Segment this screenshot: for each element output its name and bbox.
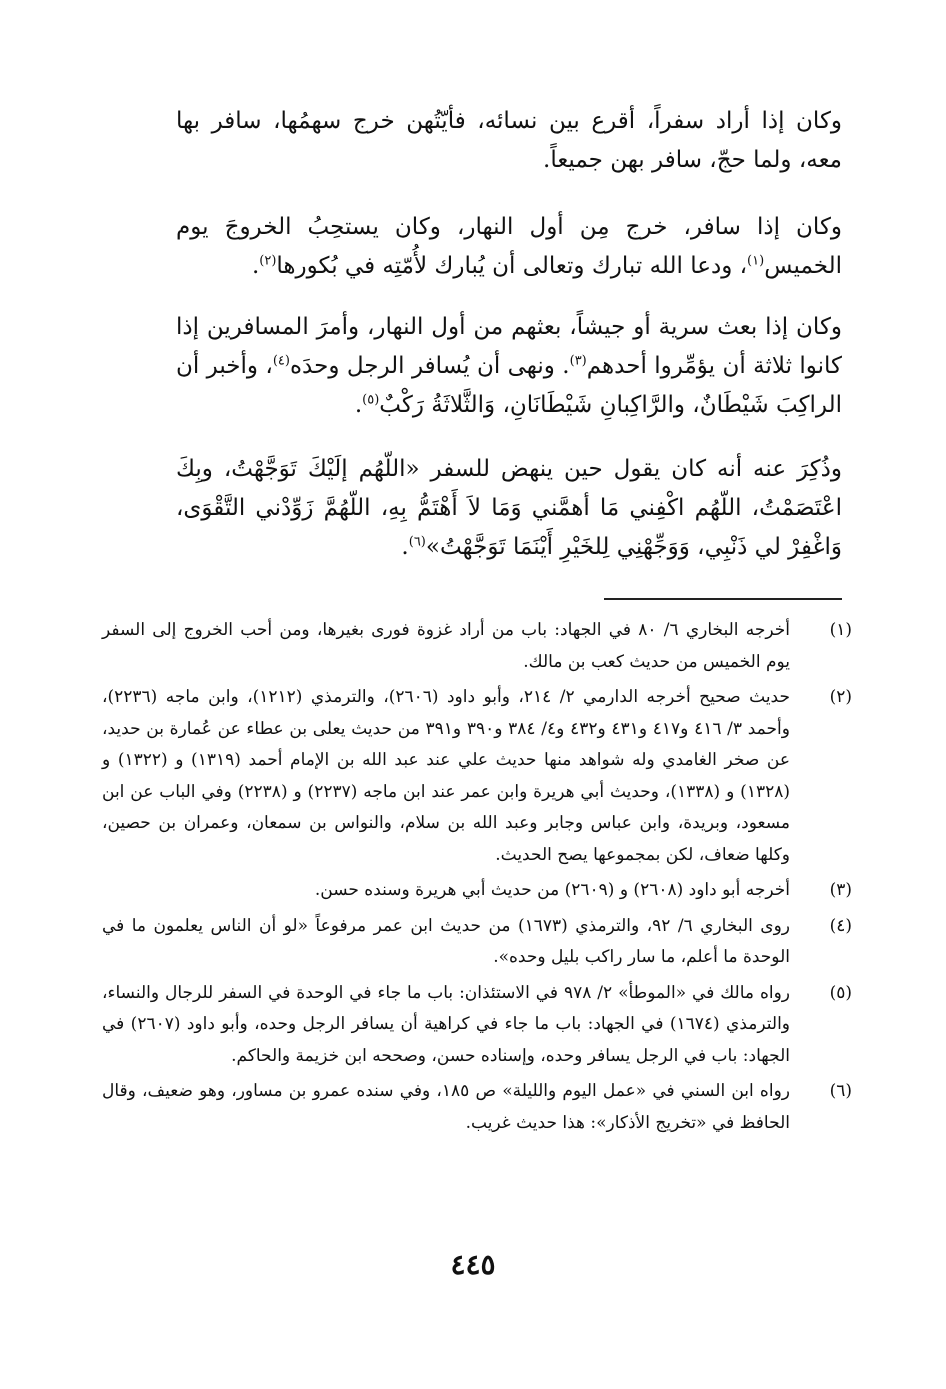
footnote-5: [102, 978, 852, 1073]
paragraph-text: ، وأخبر أن الراكِبَ شَيْطَانٌ، والرَّاكِبانِ شَيْطَانَانِ، وَالثَّلاثَةُ رَكْبٌ: [176, 353, 842, 418]
footnote-number: (٦): [829, 1081, 852, 1101]
footnote-number: (٣): [829, 880, 852, 900]
footnote-6: [102, 1076, 852, 1139]
footnote-text: رواه مالك في «الموطأ» ٢/ ٩٧٨ في الاستئذان: باب ما جاء في الوحدة في السفر للرجال والنساء، والترمذي (١٦٧٤) في الجهاد: باب ما جاء في كراهية أن يسافر الرجل وحده، وأبو داود (٢٦٠٧) في الجهاد: باب في الرجل يسافر وحده، وإسناده حسن، وصححه ابن خزيمة والحاكم.: [102, 982, 790, 1066]
paragraph-text: وكان إذا أراد سفراً، أقرع بين نسائه، فأيّتُهن خرج سهمُها، سافر بها معه، ولما حجّ، سافر بهن جميعاً.: [176, 108, 842, 173]
body-paragraph-3: [176, 308, 842, 425]
footnote-text: حديث صحيح أخرجه الدارمي ٢/ ٢١٤، وأبو داود (٢٦٠٦)، والترمذي (١٢١٢)، وابن ماجه (٢٢٣٦)، وأحمد ٣/ ٤١٦ و٤١٧ و٤٣١ و٤٣٢ و٤/ ٣٨٤ و٣٩٠ و٣٩١ من حديث يعلى بن عطاء عن عُمارة بن حديد، عن صخر الغامدي وله شواهد منها حديث علي عند عبد الله بن الإمام أحمد (١٣١٩) و (١٣٢٢) و (١٣٢٨) و (١٣٣٨)، وحديث أبي هريرة وابن عمر عند ابن ماجه (٢٢٣٧) و (٢٢٣٨) وفي الباب عن ابن مسعود، وبريدة، وابن عباس وجابر وعبد الله بن سلام، والنواس بن سمعان، وعمران بن حصين، وكلها ضعاف، لكن بمجموعها يصح الحديث.: [102, 687, 790, 865]
paragraph-text: وذُكِرَ عنه أنه كان يقول حين ينهض للسفر «اللّهُم إلَيْكَ تَوَجَّهْتُ، وبِكَ اعْتَصَمْتُ، اللّهُم اكْفِني مَا أهمَّني وَمَا لاَ أَهْتَمُّ بِهِ، اللّهُمَّ زَوِّدْني التَّقْوَى، وَاغْفِرْ لي ذَنْبِي، وَوَجِّهْنِي لِلخَيْرِ أَيْنَمَا تَوَجَّهْتُ»: [176, 456, 842, 560]
footnote-ref: (٥): [362, 392, 380, 408]
footnote-text: روى البخاري ٦/ ٩٢، والترمذي (١٦٧٣) من حديث ابن عمر مرفوعاً «لو أن الناس يعلمون ما في الوحدة ما أعلم، ما سار راكب بليل وحده».: [102, 915, 791, 967]
footnote-number: (٢): [829, 687, 852, 707]
footnote-ref: (٦): [408, 534, 426, 550]
footnote-text: رواه ابن السني في «عمل اليوم والليلة» ص ١٨٥، وفي سنده عمرو بن مساور، وهو ضعيف، وقال الحافظ في «تخريج الأذكار»: هذا حديث غريب.: [102, 1081, 790, 1133]
footnote-2: [102, 682, 852, 871]
footnote-ref: (٤): [272, 353, 290, 369]
footnote-ref: (١): [747, 253, 765, 269]
paragraph-text: ، ودعا الله تبارك وتعالى أن يُبارك لأُمّتِه في بُكورها: [276, 253, 748, 279]
paragraph-text: .: [251, 253, 260, 279]
footnote-number: (٤): [829, 915, 852, 936]
footnote-text: أخرجه أبو داود (٢٦٠٨) و (٢٦٠٩) من حديث أبي هريرة وسنده حسن.: [314, 880, 790, 900]
paragraph-text: .: [354, 392, 363, 418]
page-number: ٤٤٥: [450, 1248, 496, 1281]
footnote-ref: (٢): [259, 253, 277, 269]
footnotes-list: [102, 615, 852, 1143]
paragraph-text: وكان إذا سافر، خرج مِن أول النهار، وكان يستحِبُ الخروجَ يوم الخميس: [176, 214, 842, 279]
paragraph-text: . ونهى أن يُسافر الرجل وحدَه: [289, 353, 570, 379]
footnote-1: [102, 615, 852, 678]
body-paragraph-1: [176, 102, 842, 180]
footnote-text: أخرجه البخاري ٦/ ٨٠ في الجهاد: باب من أراد غزوة فورى بغيرها، ومن أحب الخروج إلى السفر يوم الخميس من حديث كعب بن مالك.: [102, 620, 790, 672]
footnote-4: [102, 911, 852, 974]
footnote-3: [102, 875, 852, 907]
body-paragraph-4: [176, 450, 842, 567]
paragraph-text: وكان إذا بعث سرية أو جيشاً، بعثهم من أول النهار، وأمرَ المسافرين إذا كانوا ثلاثة أن يؤمِّروا أحدهم: [176, 314, 842, 379]
footnote-ref: (٣): [569, 353, 587, 369]
footnote-divider: [604, 598, 842, 600]
body-paragraph-2: [176, 208, 842, 286]
footnote-number: (٥): [829, 982, 852, 1003]
footnote-number: (١): [829, 620, 852, 640]
paragraph-text: .: [401, 534, 409, 560]
